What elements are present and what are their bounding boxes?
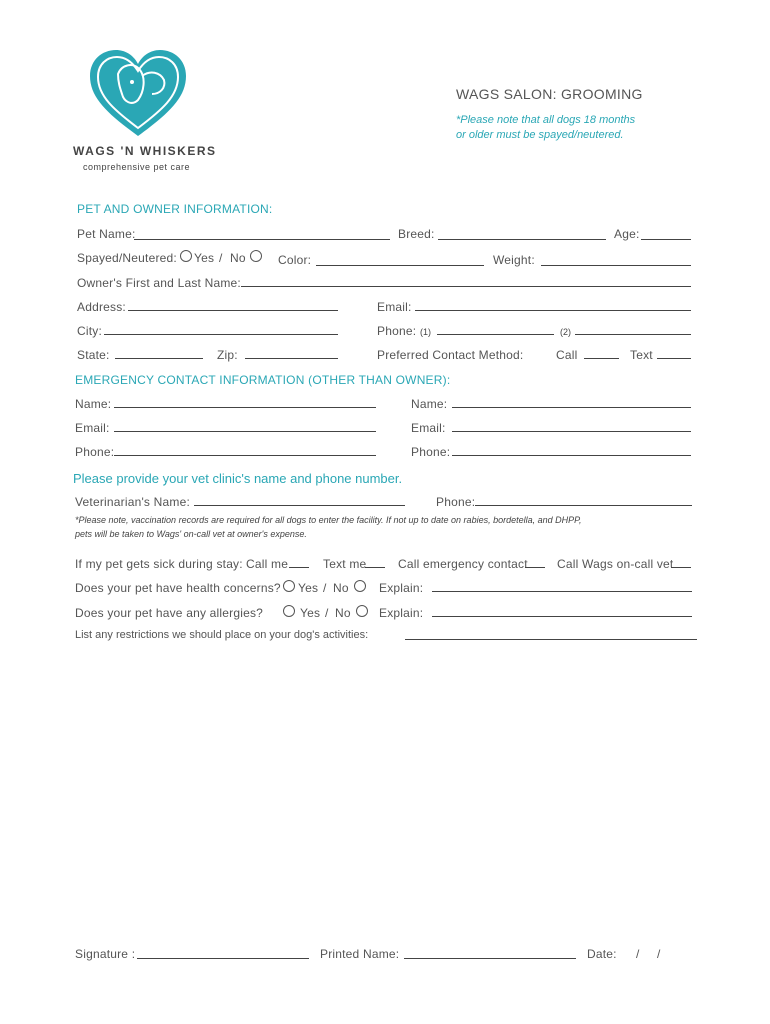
color-label: Color:: [278, 253, 312, 267]
health-explain-field[interactable]: [432, 591, 692, 592]
sick-call-me-field[interactable]: [289, 567, 309, 568]
health-yes-radio[interactable]: [283, 580, 295, 592]
state-field[interactable]: [115, 358, 203, 359]
spayed-slash: /: [219, 251, 223, 265]
emergency-name2-field[interactable]: [452, 407, 691, 408]
breed-field[interactable]: [438, 239, 606, 240]
weight-field[interactable]: [541, 265, 691, 266]
sick-call-vet-field[interactable]: [671, 567, 691, 568]
health-explain-label: Explain:: [379, 581, 424, 595]
printed-name-label: Printed Name:: [320, 947, 400, 961]
pet-owner-heading: PET AND OWNER INFORMATION:: [77, 202, 273, 216]
page-title: WAGS SALON: GROOMING: [456, 86, 643, 102]
weight-label: Weight:: [493, 253, 535, 267]
health-yes-label: Yes: [298, 581, 319, 595]
allergies-slash: /: [325, 606, 329, 620]
sick-call-vet-label: Call Wags on-call vet: [557, 557, 674, 571]
sick-label: If my pet gets sick during stay:: [75, 557, 243, 571]
contact-call-field[interactable]: [584, 358, 619, 359]
city-label: City:: [77, 324, 102, 338]
breed-label: Breed:: [398, 227, 435, 241]
allergies-yes-radio[interactable]: [283, 605, 295, 617]
age-label: Age:: [614, 227, 640, 241]
color-field[interactable]: [316, 265, 484, 266]
health-no-label: No: [333, 581, 349, 595]
address-field[interactable]: [128, 310, 338, 311]
health-concerns-label: Does your pet have health concerns?: [75, 581, 281, 595]
emergency-name1-field[interactable]: [114, 407, 376, 408]
sick-text-me-field[interactable]: [365, 567, 385, 568]
date-separator-1: /: [636, 947, 640, 961]
emergency-email1-field[interactable]: [114, 431, 376, 432]
phone2-field[interactable]: [575, 334, 691, 335]
pet-name-field[interactable]: [134, 239, 390, 240]
printed-name-field[interactable]: [404, 958, 576, 959]
restrictions-field[interactable]: [405, 639, 697, 640]
city-field[interactable]: [104, 334, 338, 335]
logo-tagline: comprehensive pet care: [83, 162, 191, 172]
sick-text-me-label: Text me: [323, 557, 367, 571]
logo: [70, 50, 217, 180]
emergency-email2-field[interactable]: [452, 431, 691, 432]
vet-phone-field[interactable]: [475, 505, 692, 506]
sick-call-me-label: Call me: [246, 557, 289, 571]
age-field[interactable]: [641, 239, 691, 240]
veterinarian-label: Veterinarian's Name:: [75, 495, 191, 509]
signature-label: Signature :: [75, 947, 136, 961]
signature-field[interactable]: [137, 958, 309, 959]
veterinarian-field[interactable]: [194, 505, 405, 506]
date-label: Date:: [587, 947, 617, 961]
emergency-email1-label: Email:: [75, 421, 110, 435]
emergency-name1-label: Name:: [75, 397, 112, 411]
contact-call-label: Call: [556, 348, 578, 362]
vet-phone-label: Phone:: [436, 495, 476, 509]
spayed-yes-radio[interactable]: [180, 250, 192, 262]
heart-logo-icon: [88, 50, 188, 140]
vaccination-note-line1: *Please note, vaccination records are required for all dogs to enter the facility. If not up to date on rabies, bordetella, and DHPP,: [75, 515, 582, 525]
owner-name-label: Owner's First and Last Name:: [77, 276, 241, 290]
spayed-yes-label: Yes: [194, 251, 215, 265]
emergency-name2-label: Name:: [411, 397, 448, 411]
allergies-no-radio[interactable]: [356, 605, 368, 617]
phone-label: Phone:: [377, 324, 417, 338]
spayed-no-radio[interactable]: [250, 250, 262, 262]
zip-field[interactable]: [245, 358, 338, 359]
state-label: State:: [77, 348, 110, 362]
pet-name-label: Pet Name:: [77, 227, 136, 241]
emergency-phone2-label: Phone:: [411, 445, 451, 459]
spayed-no-label: No: [230, 251, 246, 265]
allergies-yes-label: Yes: [300, 606, 321, 620]
logo-brand: WAGS 'N WHISKERS: [73, 144, 217, 158]
spay-note-line2: or older must be spayed/neutered.: [456, 129, 624, 141]
emergency-email2-label: Email:: [411, 421, 446, 435]
health-no-radio[interactable]: [354, 580, 366, 592]
contact-text-field[interactable]: [657, 358, 691, 359]
emergency-phone1-label: Phone:: [75, 445, 115, 459]
preferred-contact-label: Preferred Contact Method:: [377, 348, 524, 362]
email-label: Email:: [377, 300, 412, 314]
emergency-phone2-field[interactable]: [452, 455, 691, 456]
allergies-no-label: No: [335, 606, 351, 620]
allergies-explain-label: Explain:: [379, 606, 424, 620]
emergency-heading: EMERGENCY CONTACT INFORMATION (OTHER THAN OWNER):: [75, 373, 451, 387]
contact-text-label: Text: [630, 348, 653, 362]
sick-call-emergency-label: Call emergency contact: [398, 557, 528, 571]
phone2-label: (2): [560, 327, 571, 337]
restrictions-label: List any restrictions we should place on your dog's activities:: [75, 629, 369, 641]
emergency-phone1-field[interactable]: [114, 455, 376, 456]
vaccination-note-line2: pets will be taken to Wags' on-call vet at owner's expense.: [75, 529, 307, 539]
vet-heading: Please provide your vet clinic's name and phone number.: [73, 471, 403, 486]
phone1-label: (1): [420, 327, 431, 337]
allergies-label: Does your pet have any allergies?: [75, 606, 264, 620]
sick-call-emergency-field[interactable]: [525, 567, 545, 568]
zip-label: Zip:: [217, 348, 238, 362]
address-label: Address:: [77, 300, 126, 314]
allergies-explain-field[interactable]: [432, 616, 692, 617]
date-separator-2: /: [657, 947, 661, 961]
phone1-field[interactable]: [437, 334, 554, 335]
health-slash: /: [323, 581, 327, 595]
owner-name-field[interactable]: [241, 286, 691, 287]
email-field[interactable]: [415, 310, 691, 311]
spayed-label: Spayed/Neutered:: [77, 251, 177, 265]
spay-note-line1: *Please note that all dogs 18 months: [456, 114, 636, 126]
